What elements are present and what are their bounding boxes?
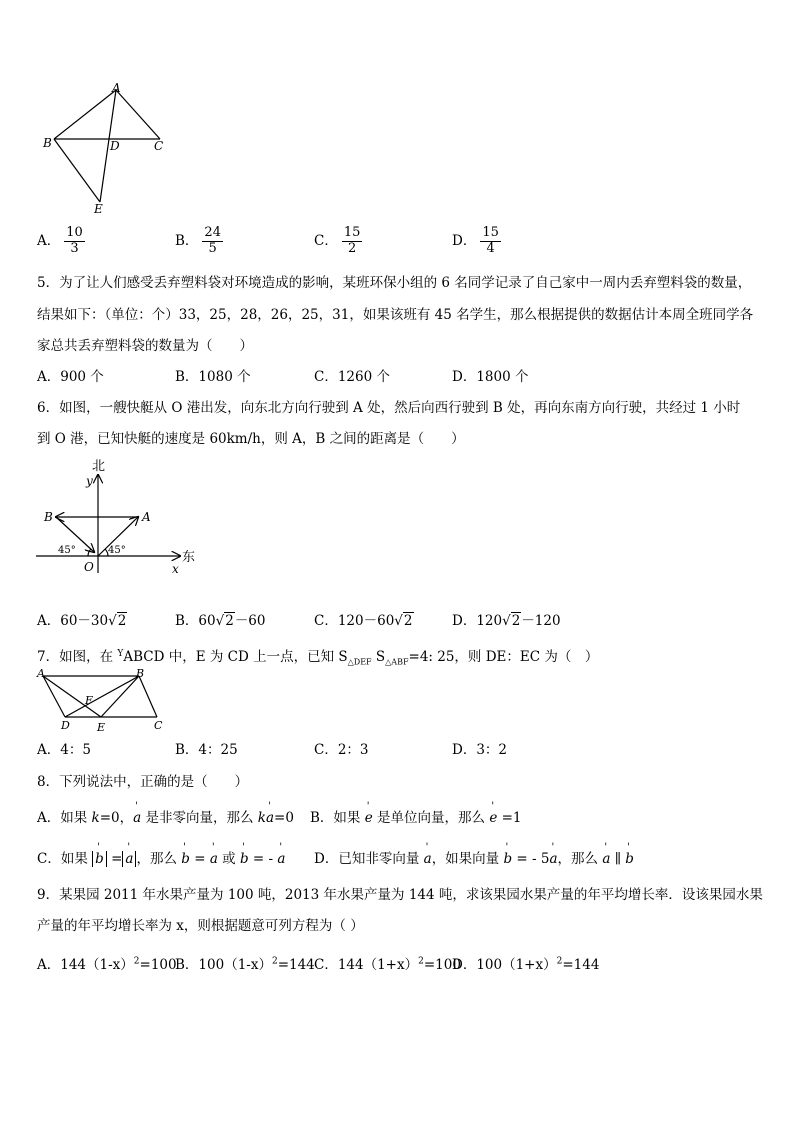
label-E: E — [97, 721, 106, 734]
q9-option-a[interactable]: A．$144(1-x)^2=100$ — [37, 956, 177, 973]
label-B: B — [44, 510, 53, 524]
q8-stem: 8．下列说法中，正确的是（ ） — [37, 774, 249, 790]
q5-option-c[interactable]: C．1260 个 — [314, 369, 390, 385]
q5-option-d[interactable]: D．1800 个 — [452, 369, 529, 385]
angle-right-label: 45° — [108, 545, 126, 556]
q4-option-d[interactable]: D． $\frac{15}{4}$ — [452, 225, 499, 256]
label-B: B — [136, 667, 145, 680]
q8-option-a[interactable]: A．如果 k=0，' a 是非零向量，那么 k' a=0 — [37, 806, 294, 826]
q6-option-c[interactable]: C．120－60√2 — [314, 613, 413, 629]
q5-stem-line2: 结果如下：（单位：个）33，25，28，26，25，31，如果该班有 45 名学生，那么根据提供的数据估计本周全班同学各 — [37, 307, 754, 323]
q9-option-d[interactable]: D．$100(1+x)^2=144$ — [452, 956, 600, 973]
label-F: F — [85, 694, 93, 707]
q6-stem-line2: 到 O 港，已知快艇的速度是 60km/h，则 A，B 之间的距离是（ ） — [37, 431, 465, 447]
label-A: A — [142, 510, 151, 524]
east-label: 东 — [182, 550, 196, 565]
label-E: E — [94, 202, 103, 216]
q5-option-b[interactable]: B．1080 个 — [175, 369, 251, 385]
label-C: C — [154, 139, 164, 153]
q5-option-a[interactable]: A．900 个 — [37, 369, 104, 385]
q7-option-a[interactable]: A．4：5 — [37, 742, 91, 758]
triangle-figure — [38, 80, 178, 220]
q4-option-a[interactable]: A． $\frac{10}{3}$ — [37, 225, 83, 256]
q6-option-b[interactable]: B．60√2－60 — [175, 613, 266, 629]
label-D: D — [110, 139, 120, 153]
y-axis-label: y — [86, 474, 93, 488]
q7-option-c[interactable]: C．2：3 — [314, 742, 369, 758]
label-C: C — [154, 719, 163, 732]
q7-option-b[interactable]: B．4：25 — [175, 742, 238, 758]
x-axis-label: x — [172, 562, 179, 576]
q9-option-c[interactable]: C．$144(1+x)^2=100$ — [314, 956, 461, 973]
q6-stem-line1: 6．如图，一艘快艇从 O 港出发，向东北方向行驶到 A 处，然后向西行驶到 B 处，再向东南方向行驶，共经过 1 小时 — [37, 400, 741, 416]
q5-stem-line1: 5．为了让人们感受丢弃塑料袋对环境造成的影响，某班环保小组的 6 名同学记录了自己家中一周内丢弃塑料袋的数量， — [37, 275, 752, 291]
q8-option-c[interactable]: C．如果 ' b =' a ，那么 ' b = ' a 或 ' b = - ' a — [37, 847, 285, 867]
q9-option-b[interactable]: B．$100(1-x)^2=144$ — [175, 956, 315, 973]
q4-option-c[interactable]: C． $\frac{15}{2}$ — [314, 225, 361, 256]
label-A: A — [112, 81, 121, 95]
label-D: D — [61, 719, 70, 732]
q6-option-d[interactable]: D．120√2－120 — [452, 613, 561, 629]
q8-option-b[interactable]: B．如果 ' e 是单位向量，那么 ' e =1 — [310, 806, 522, 826]
angle-left-label: 45° — [58, 545, 76, 556]
q9-stem-line1: 9．某果园 2011 年水果产量为 100 吨，2013 年水果产量为 144 吨，求该果园水果产量的年平均增长率．设该果园水果 — [37, 887, 763, 903]
q9-stem-line2: 产量的年平均增长率为 x，则根据题意可列方程为（ ） — [37, 918, 364, 934]
origin-label: O — [84, 560, 94, 574]
q6-option-a[interactable]: A．60－30√2 — [37, 613, 127, 629]
north-label: 北 — [92, 459, 106, 474]
parallelogram-figure — [35, 667, 170, 735]
label-B: B — [43, 136, 52, 150]
q8-option-d[interactable]: D．已知非零向量 ' a，如果向量 ' b = - 5' a，那么 ' a ∥ ' b — [314, 847, 634, 867]
q7-option-d[interactable]: D．3：2 — [452, 742, 508, 758]
compass-figure — [36, 455, 206, 580]
label-A: A — [37, 667, 45, 680]
q4-option-b[interactable]: B． $\frac{24}{5}$ — [175, 225, 221, 256]
q7-stem: 7．如图，在 $^Y$ABCD 中，E 为 CD 上一点，已知 $S_{\triangle DEF}$ $S_{\triangle ABF}=4$: 25，则 DE：EC 为（ ） — [37, 649, 599, 667]
q5-stem-line3: 家总共丢弃塑料袋的数量为（ ） — [37, 338, 253, 354]
